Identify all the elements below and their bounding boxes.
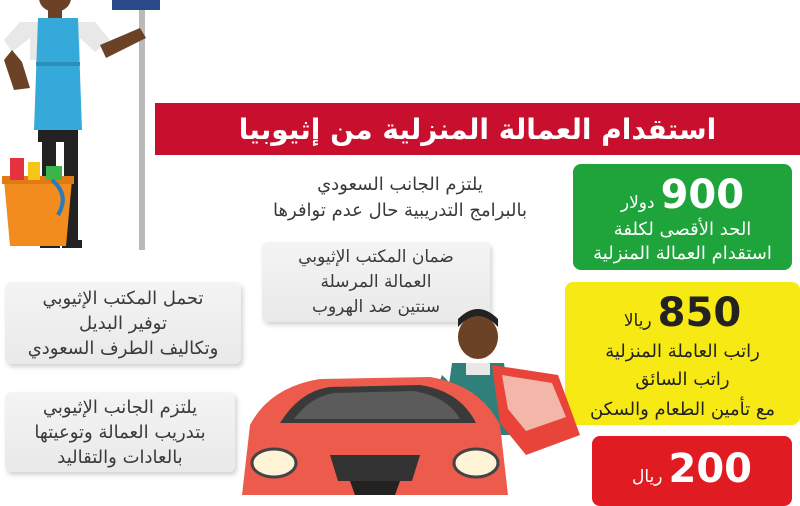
page-title: استقدام العمالة المنزلية من إثيوبيا bbox=[238, 112, 717, 146]
note-line-1: يلتزم الجانب السعودي bbox=[317, 174, 483, 195]
card-guarantee-line-3: سنتين ضد الهروب bbox=[311, 296, 441, 317]
stat-extra-number: 200 bbox=[668, 446, 752, 492]
title-banner bbox=[155, 103, 800, 155]
maid-illustration bbox=[0, 0, 160, 260]
card-training bbox=[5, 392, 235, 472]
card-training-line-1: يلتزم الجانب الإثيوبي bbox=[42, 396, 198, 418]
note-line-2: بالبرامج التدريبية حال عدم توافرها bbox=[273, 200, 527, 221]
card-training-line-3: بالعادات والتقاليد bbox=[57, 446, 183, 468]
stat-salary-line-1: راتب العاملة المنزلية bbox=[605, 341, 760, 362]
card-replacement-line-3: وتكاليف الطرف السعودي bbox=[27, 337, 219, 359]
card-guarantee-line-2: العمالة المرسلة bbox=[320, 271, 432, 292]
car-illustration bbox=[230, 305, 590, 500]
stat-max-cost bbox=[573, 164, 792, 270]
stat-extra bbox=[592, 436, 792, 506]
stat-max-cost-line-1: الحد الأقصى لكلفة bbox=[613, 219, 752, 240]
stat-salary-line-3: مع تأمين الطعام والسكن bbox=[589, 399, 776, 420]
card-replacement-line-2: توفير البديل bbox=[78, 312, 167, 334]
stat-salary-unit: ريالا bbox=[623, 311, 652, 331]
stat-salary-line-2: راتب السائق bbox=[635, 369, 730, 390]
card-training-line-2: بتدريب العمالة وتوعيتها bbox=[34, 421, 206, 443]
card-replacement-line-1: تحمل المكتب الإثيوبي bbox=[42, 287, 204, 309]
card-replacement bbox=[5, 282, 241, 364]
stat-salary-number: 850 bbox=[657, 290, 742, 336]
stat-salary bbox=[565, 282, 800, 425]
stat-extra-unit: ريال bbox=[632, 467, 663, 487]
stat-max-cost-number: 900 bbox=[660, 172, 745, 218]
stat-max-cost-line-2: استقدام العمالة المنزلية bbox=[593, 243, 772, 264]
card-guarantee-line-1: ضمان المكتب الإثيوبي bbox=[298, 246, 454, 267]
stat-max-cost-unit: دولار bbox=[620, 193, 655, 213]
note-saudi-training bbox=[250, 172, 550, 224]
